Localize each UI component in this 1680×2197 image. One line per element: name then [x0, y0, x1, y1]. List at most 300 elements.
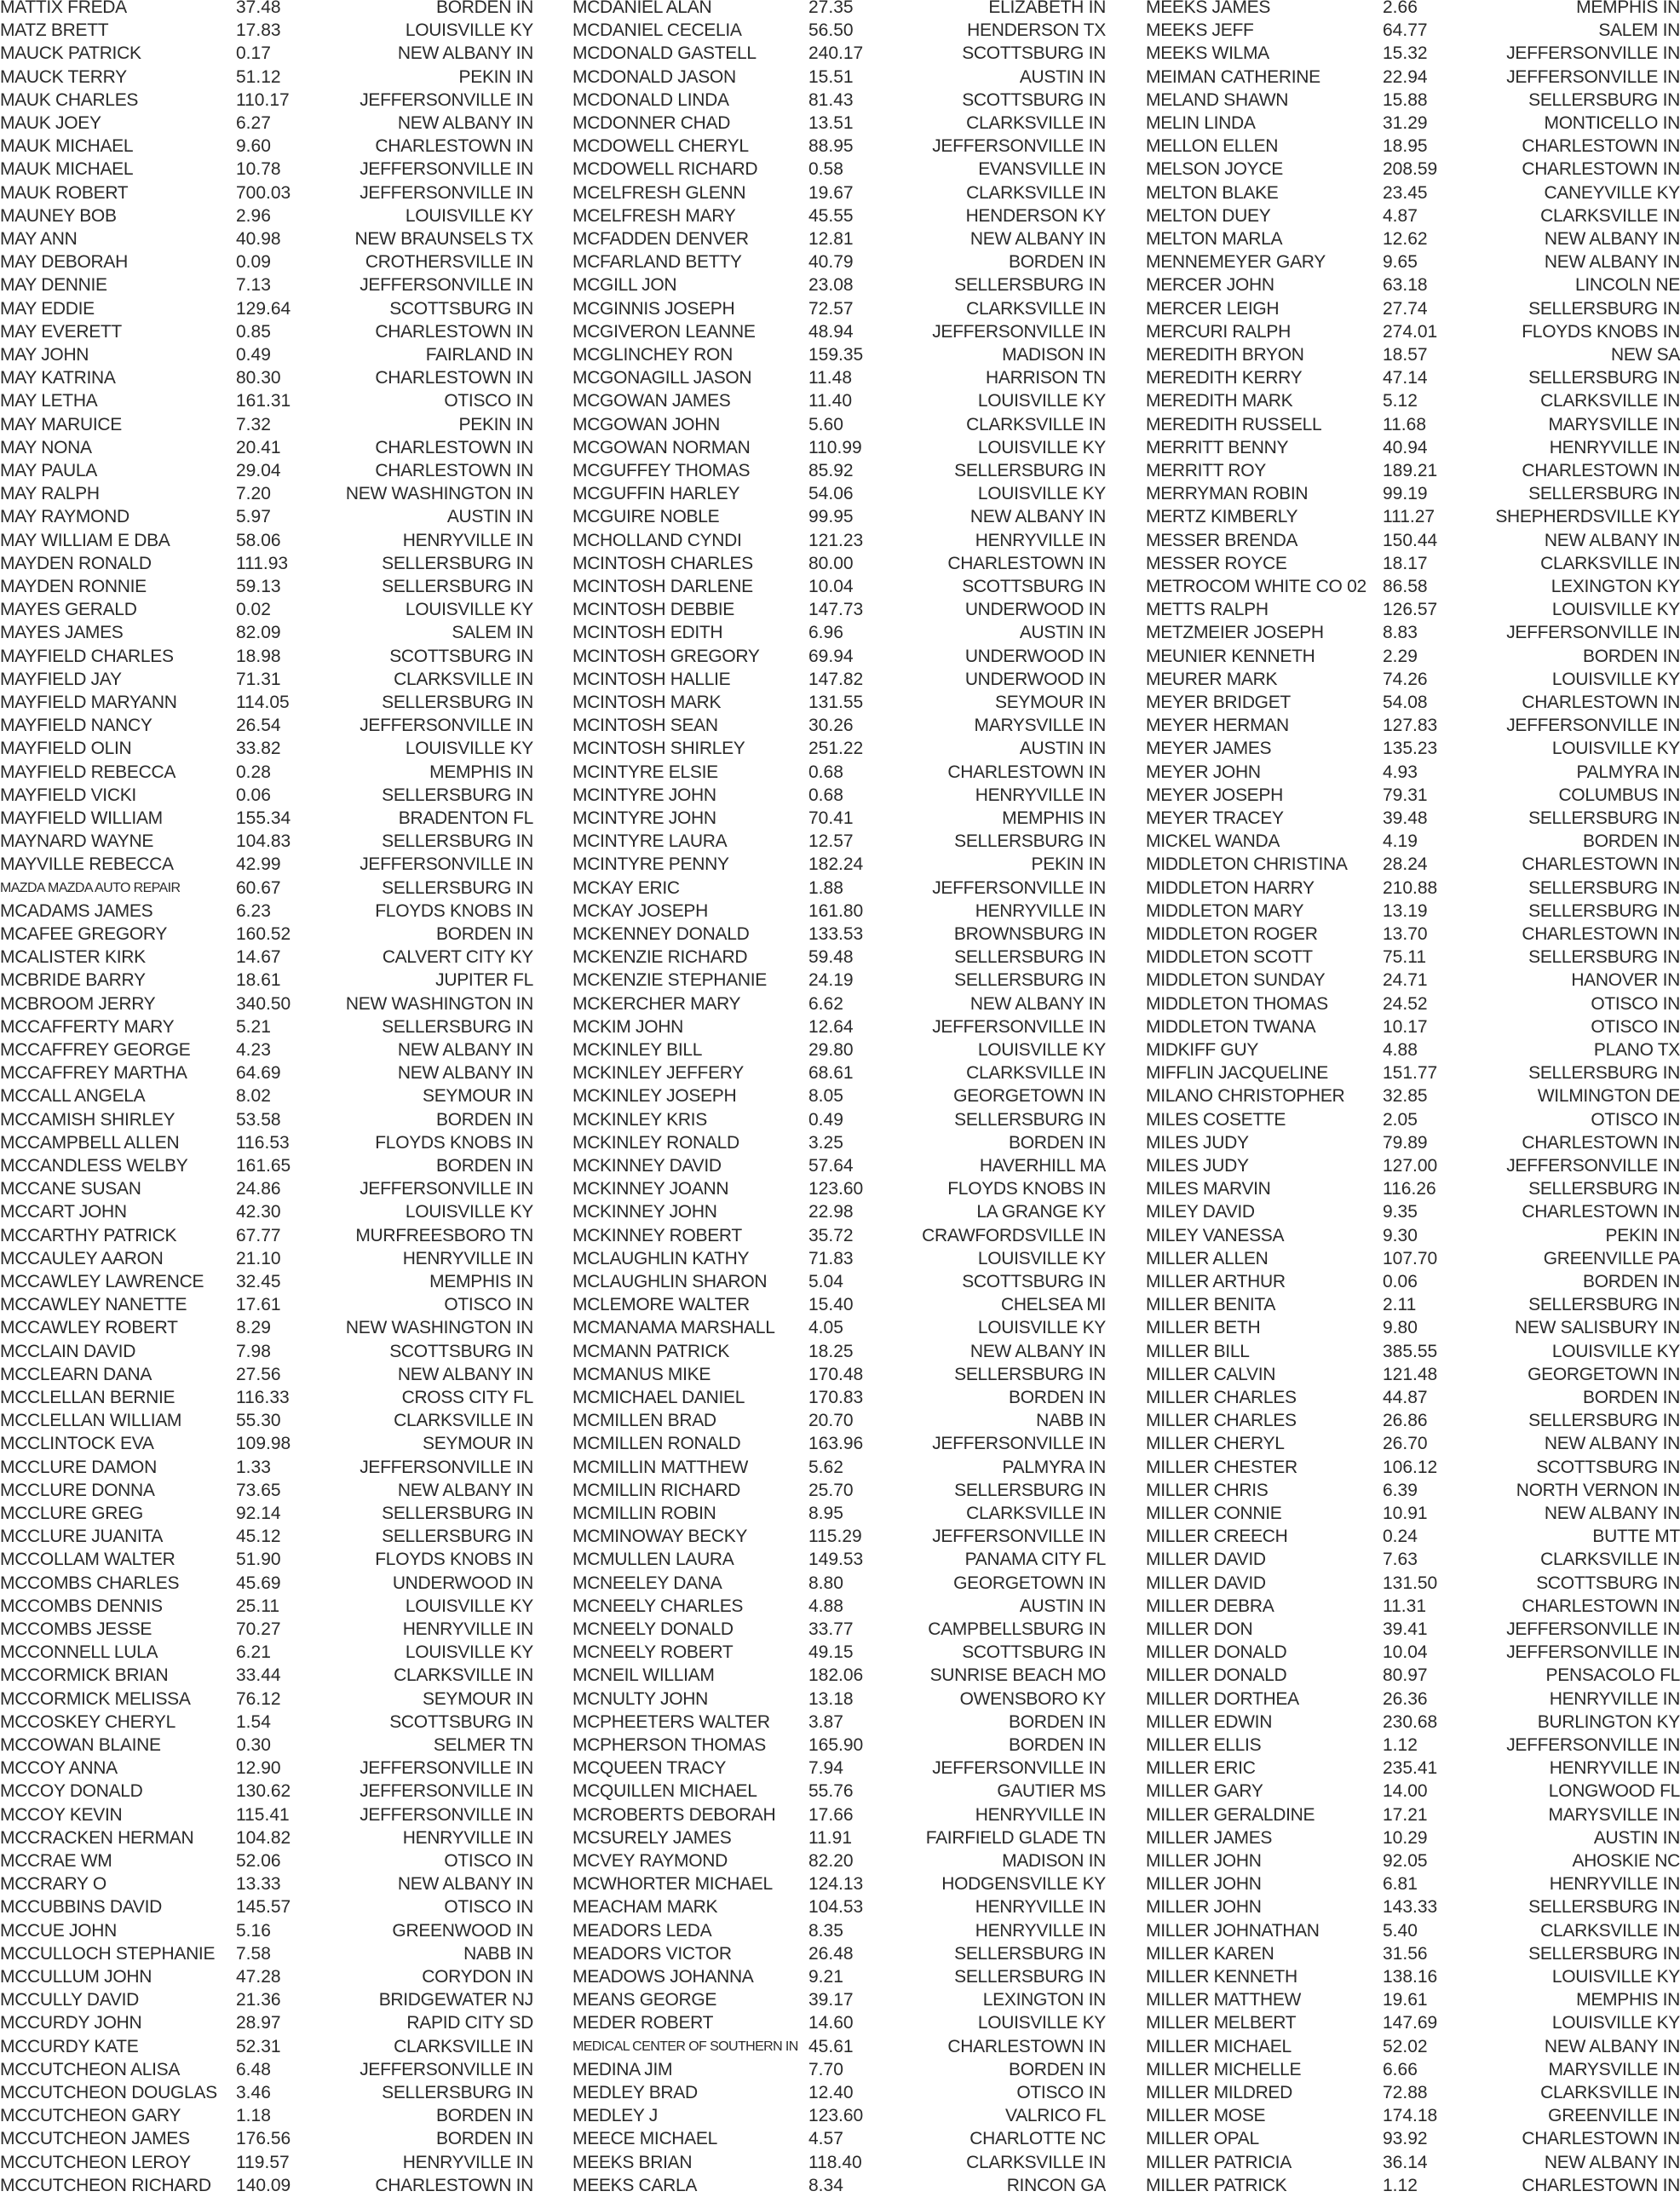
- list-item: [1146, 413, 1680, 436]
- city-cell: CLARKSVILLE IN: [1540, 1920, 1680, 1941]
- amount-cell: 22.98: [808, 1202, 854, 1222]
- list-item: [572, 2081, 1106, 2104]
- city-cell: MURFREESBORO TN: [355, 1225, 533, 1245]
- list-item: [1146, 1525, 1680, 1548]
- amount-cell: 67.77: [236, 1225, 281, 1245]
- name-cell: MCCRARY O: [0, 1874, 106, 1895]
- city-cell: CLARKSVILLE IN: [394, 669, 533, 689]
- list-item: [1146, 1131, 1680, 1154]
- amount-cell: 138.16: [1383, 1967, 1438, 1987]
- name-cell: MERRITT ROY: [1146, 461, 1266, 480]
- name-cell: MAYFIELD JAY: [0, 669, 122, 689]
- name-cell: MCCANDLESS WELBY: [0, 1156, 188, 1176]
- city-cell: NEW ALBANY IN: [1544, 1434, 1680, 1454]
- city-cell: JEFFERSONVILLE IN: [1506, 623, 1680, 643]
- list-item: [1146, 1780, 1680, 1803]
- city-cell: LOUISVILLE KY: [405, 205, 533, 226]
- name-cell: MCDONNER CHAD: [572, 113, 731, 133]
- list-item: [572, 853, 1106, 876]
- list-item: [572, 900, 1106, 923]
- city-cell: MARYSVILLE IN: [974, 716, 1106, 736]
- list-item: [572, 0, 1106, 19]
- amount-cell: 8.35: [808, 1920, 843, 1941]
- amount-cell: 42.99: [236, 854, 281, 875]
- name-cell: MCELFRESH GLENN: [572, 182, 746, 203]
- amount-cell: 150.44: [1383, 530, 1438, 550]
- city-cell: JEFFERSONVILLE IN: [932, 1434, 1106, 1454]
- amount-cell: 240.17: [808, 43, 864, 64]
- name-cell: MILLER DONALD: [1146, 1665, 1287, 1686]
- city-cell: MEMPHIS IN: [1576, 1990, 1680, 2010]
- list-item: [0, 273, 533, 296]
- amount-cell: 13.19: [1383, 900, 1428, 921]
- list-item: [0, 830, 533, 853]
- list-item: [0, 112, 533, 135]
- amount-cell: 10.91: [1383, 1504, 1428, 1523]
- name-cell: MCINTYRE JOHN: [572, 808, 716, 828]
- amount-cell: 121.48: [1383, 1364, 1438, 1384]
- list-item: [1146, 714, 1680, 737]
- name-cell: MERCURI RALPH: [1146, 321, 1291, 342]
- name-cell: MILLER DAVID: [1146, 1573, 1266, 1593]
- amount-cell: 73.65: [236, 1480, 281, 1500]
- list-item: [0, 761, 533, 784]
- name-cell: MILLER CREECH: [1146, 1527, 1288, 1547]
- amount-cell: 18.25: [808, 1341, 854, 1361]
- amount-cell: 340.50: [236, 993, 291, 1014]
- list-item: [1146, 181, 1680, 204]
- name-cell: MCMANN PATRICK: [572, 1341, 730, 1361]
- amount-cell: 60.67: [236, 877, 281, 898]
- city-cell: CHARLESTOWN IN: [1522, 2129, 1680, 2149]
- list-item: [1146, 1988, 1680, 2011]
- name-cell: MILLER CALVIN: [1146, 1364, 1276, 1384]
- list-item: [1146, 158, 1680, 181]
- city-cell: CHARLESTOWN IN: [947, 762, 1106, 782]
- name-cell: MEADORS LEDA: [572, 1920, 712, 1941]
- name-cell: MAYDEN RONNIE: [0, 577, 147, 596]
- list-item: [572, 19, 1106, 42]
- list-item: [0, 1988, 533, 2011]
- name-cell: MAUK JOEY: [0, 113, 101, 133]
- amount-cell: 53.58: [236, 1109, 281, 1130]
- city-cell: WILMINGTON DE: [1537, 1086, 1680, 1107]
- list-item: [0, 1340, 533, 1363]
- name-cell: MCINTYRE LAURA: [572, 831, 728, 852]
- name-cell: MEDLEY J: [572, 2106, 658, 2126]
- amount-cell: 111.27: [1383, 507, 1435, 527]
- list-item: [1146, 366, 1680, 389]
- city-cell: NORTH VERNON IN: [1516, 1480, 1680, 1500]
- list-item: [572, 877, 1106, 900]
- list-item: [572, 482, 1106, 505]
- amount-cell: 9.80: [1383, 1318, 1418, 1338]
- amount-cell: 11.40: [808, 391, 852, 411]
- name-cell: MCKINLEY RONALD: [572, 1132, 739, 1153]
- amount-cell: 5.62: [808, 1457, 843, 1477]
- name-cell: MCGINNIS JOSEPH: [572, 298, 735, 319]
- name-cell: MCLEMORE WALTER: [572, 1295, 750, 1315]
- amount-cell: 26.36: [1383, 1688, 1428, 1709]
- amount-cell: 174.18: [1383, 2106, 1438, 2126]
- amount-cell: 31.56: [1383, 1943, 1428, 1964]
- amount-cell: 130.62: [236, 1781, 291, 1802]
- list-item: [1146, 42, 1680, 65]
- city-cell: SCOTTSBURG IN: [389, 298, 533, 319]
- city-cell: AUSTIN IN: [1019, 66, 1106, 87]
- list-item: [572, 1247, 1106, 1270]
- city-cell: SELLERSBURG IN: [1528, 1063, 1680, 1084]
- city-cell: BORDEN IN: [1009, 1711, 1106, 1732]
- city-cell: NEW BRAUNSELS TX: [354, 229, 533, 249]
- city-cell: SCOTTSBURG IN: [962, 577, 1106, 596]
- city-cell: AUSTIN IN: [1593, 1827, 1680, 1848]
- list-item: [0, 1363, 533, 1386]
- city-cell: BROWNSBURG IN: [953, 924, 1106, 944]
- amount-cell: 55.30: [236, 1411, 281, 1431]
- amount-cell: 7.13: [236, 275, 271, 296]
- name-cell: MCKENZIE RICHARD: [572, 947, 748, 968]
- name-cell: MIDDLETON ROGER: [1146, 924, 1318, 944]
- amount-cell: 110.17: [236, 89, 290, 110]
- amount-cell: 59.48: [808, 947, 854, 968]
- list-item: [0, 621, 533, 644]
- city-cell: GAUTIER MS: [997, 1781, 1106, 1802]
- name-cell: MCCUTCHEON LEROY: [0, 2152, 191, 2172]
- amount-cell: 12.62: [1383, 229, 1428, 249]
- city-cell: CANEYVILLE KY: [1544, 182, 1680, 203]
- list-item: [1146, 552, 1680, 575]
- amount-cell: 22.94: [1383, 66, 1428, 87]
- name-cell: MIDKIFF GUY: [1146, 1040, 1259, 1060]
- list-item: [572, 1548, 1106, 1571]
- city-cell: CHARLESTOWN IN: [1522, 1132, 1680, 1153]
- city-cell: BORDEN IN: [1009, 1132, 1106, 1153]
- amount-cell: 21.36: [236, 1990, 281, 2010]
- amount-cell: 13.33: [236, 1874, 281, 1895]
- list-item: [0, 1108, 533, 1131]
- amount-cell: 133.53: [808, 924, 864, 944]
- list-item: [0, 436, 533, 459]
- amount-cell: 121.23: [808, 530, 864, 550]
- city-cell: SCOTTSBURG IN: [962, 43, 1106, 64]
- city-cell: FLOYDS KNOBS IN: [1522, 321, 1680, 342]
- amount-cell: 71.83: [808, 1248, 854, 1268]
- name-cell: MAY ANN: [0, 229, 78, 249]
- city-cell: SELLERSBURG IN: [382, 877, 533, 898]
- amount-cell: 99.95: [808, 507, 854, 527]
- city-cell: FAIRFIELD GLADE TN: [925, 1827, 1106, 1848]
- amount-cell: 13.70: [1383, 924, 1428, 944]
- list-item: [0, 459, 533, 482]
- amount-cell: 32.45: [236, 1272, 281, 1291]
- list-item: [0, 181, 533, 204]
- city-cell: OTISCO IN: [1016, 2083, 1106, 2102]
- amount-cell: 64.69: [236, 1063, 281, 1084]
- list-item: [572, 1803, 1106, 1826]
- list-item: [1146, 1479, 1680, 1502]
- list-item: [572, 1965, 1106, 1988]
- name-cell: MILLER JOHN: [1146, 1874, 1262, 1895]
- city-cell: AUSTIN IN: [1019, 1596, 1106, 1616]
- city-cell: CHARLESTOWN IN: [375, 461, 533, 480]
- city-cell: CRAWFORDSVILLE IN: [922, 1225, 1106, 1245]
- city-cell: CALVERT CITY KY: [382, 947, 533, 968]
- name-cell: MCCAFFREY MARTHA: [0, 1063, 187, 1084]
- name-cell: MCCRAE WM: [0, 1851, 112, 1871]
- list-item: [0, 1479, 533, 1502]
- amount-cell: 9.30: [1383, 1225, 1418, 1245]
- city-cell: SCOTTSBURG IN: [1536, 1457, 1680, 1477]
- city-cell: CLARKSVILLE IN: [1540, 2083, 1680, 2102]
- list-item: [572, 1108, 1106, 1131]
- list-item: [572, 1270, 1106, 1293]
- amount-cell: 5.40: [1383, 1920, 1418, 1941]
- amount-cell: 8.05: [808, 1086, 843, 1107]
- name-cell: MELTON DUEY: [1146, 205, 1271, 226]
- name-cell: MAUK ROBERT: [0, 182, 129, 203]
- amount-cell: 27.35: [808, 0, 854, 17]
- amount-cell: 63.18: [1383, 275, 1428, 296]
- amount-cell: 59.13: [236, 577, 281, 596]
- name-cell: MEDICAL CENTER OF SOUTHERN IN: [572, 2039, 798, 2054]
- list-item: [0, 691, 533, 714]
- name-cell: MILES JUDY: [1146, 1156, 1249, 1176]
- list-item: [572, 89, 1106, 112]
- amount-cell: 9.60: [236, 136, 271, 157]
- city-cell: LEXINGTON KY: [1551, 577, 1680, 596]
- city-cell: NEW ALBANY IN: [397, 1480, 533, 1500]
- city-cell: CHARLESTOWN IN: [1522, 2175, 1680, 2195]
- name-cell: MCMILLIN MATTHEW: [572, 1457, 748, 1477]
- list-item: [572, 1386, 1106, 1409]
- amount-cell: 79.89: [1383, 1132, 1428, 1153]
- city-cell: CLARKSVILLE IN: [394, 2036, 533, 2056]
- amount-cell: 135.23: [1383, 739, 1438, 759]
- name-cell: MCPHEETERS WALTER: [572, 1711, 770, 1732]
- list-item: [1146, 1386, 1680, 1409]
- name-cell: MAY EVERETT: [0, 321, 122, 342]
- name-cell: MCFARLAND BETTY: [572, 252, 742, 273]
- city-cell: BORDEN IN: [436, 0, 533, 17]
- list-item: [572, 1572, 1106, 1595]
- city-cell: OTISCO IN: [1591, 1016, 1680, 1037]
- name-cell: MAZDA MAZDA AUTO REPAIR: [0, 880, 181, 895]
- city-cell: CLARKSVILLE IN: [394, 1411, 533, 1431]
- city-cell: JEFFERSONVILLE IN: [360, 159, 533, 180]
- city-cell: CLARKSVILLE IN: [966, 113, 1106, 133]
- list-item: [572, 1363, 1106, 1386]
- list-item: [1146, 2035, 1680, 2058]
- city-cell: CHARLESTOWN IN: [947, 2036, 1106, 2056]
- city-cell: CHARLESTOWN IN: [375, 368, 533, 388]
- city-cell: JEFFERSONVILLE IN: [1506, 1619, 1680, 1639]
- city-cell: CLARKSVILLE IN: [966, 298, 1106, 319]
- list-item: [1146, 1340, 1680, 1363]
- name-cell: MCMILLIN RICHARD: [572, 1480, 741, 1500]
- name-cell: MCLAUGHLIN SHARON: [572, 1272, 768, 1291]
- city-cell: LOUISVILLE KY: [1551, 1967, 1680, 1987]
- city-cell: BURLINGTON KY: [1537, 1711, 1680, 1732]
- amount-cell: 15.32: [1383, 43, 1428, 64]
- list-item: [1146, 227, 1680, 250]
- name-cell: MCCLAIN DAVID: [0, 1341, 136, 1361]
- city-cell: ELIZABETH IN: [988, 0, 1106, 17]
- name-cell: MCNEELY ROBERT: [572, 1642, 734, 1663]
- city-cell: SELLERSBURG IN: [382, 831, 533, 852]
- city-cell: SELLERSBURG IN: [1528, 947, 1680, 968]
- list-item: [1146, 1247, 1680, 1270]
- name-cell: MCMANUS MIKE: [572, 1364, 711, 1384]
- amount-cell: 3.25: [808, 1132, 843, 1153]
- list-item: [572, 1919, 1106, 1942]
- city-cell: OTISCO IN: [444, 1897, 533, 1918]
- city-cell: SELLERSBURG IN: [382, 693, 533, 712]
- city-cell: JEFFERSONVILLE IN: [360, 1804, 533, 1825]
- name-cell: MCCURDY KATE: [0, 2036, 139, 2056]
- amount-cell: 116.53: [236, 1132, 290, 1153]
- list-item: [1146, 621, 1680, 644]
- name-cell: MCDONALD JASON: [572, 66, 736, 87]
- amount-cell: 3.46: [236, 2083, 271, 2102]
- list-item: [1146, 900, 1680, 923]
- name-cell: MCCAWLEY NANETTE: [0, 1295, 187, 1315]
- name-cell: MILLER KENNETH: [1146, 1967, 1297, 1987]
- name-cell: MCINTOSH GREGORY: [572, 646, 760, 666]
- amount-cell: 82.09: [236, 623, 281, 643]
- list-item: [1146, 1084, 1680, 1107]
- amount-cell: 27.74: [1383, 298, 1428, 319]
- list-item: [572, 2104, 1106, 2127]
- name-cell: MEEKS JEFF: [1146, 20, 1254, 41]
- amount-cell: 19.61: [1383, 1990, 1428, 2010]
- city-cell: LONGWOOD FL: [1548, 1781, 1680, 1802]
- city-cell: CHARLESTOWN IN: [1522, 461, 1680, 480]
- city-cell: FLOYDS KNOBS IN: [375, 900, 533, 921]
- amount-cell: 40.94: [1383, 437, 1428, 457]
- name-cell: MCCOMBS CHARLES: [0, 1573, 180, 1593]
- amount-cell: 70.41: [808, 808, 854, 828]
- list-item: [0, 1664, 533, 1687]
- list-item: [1146, 1224, 1680, 1247]
- list-column-3: [1146, 0, 1680, 2195]
- name-cell: MAY DEBORAH: [0, 252, 128, 273]
- amount-cell: 27.56: [236, 1364, 281, 1384]
- city-cell: EVANSVILLE IN: [978, 159, 1106, 180]
- city-cell: JEFFERSONVILLE IN: [1506, 1156, 1680, 1176]
- name-cell: MCCUTCHEON ALISA: [0, 2059, 181, 2079]
- name-cell: MEYER TRACEY: [1146, 808, 1284, 828]
- name-cell: MAUNEY BOB: [0, 205, 117, 226]
- name-cell: MILANO CHRISTOPHER: [1146, 1086, 1345, 1107]
- name-cell: MIFFLIN JACQUELINE: [1146, 1063, 1328, 1084]
- city-cell: NEW ALBANY IN: [969, 229, 1106, 249]
- amount-cell: 18.17: [1383, 553, 1428, 573]
- name-cell: MCGILL JON: [572, 275, 677, 296]
- amount-cell: 52.02: [1383, 2036, 1428, 2056]
- city-cell: MARYSVILLE IN: [1548, 2059, 1680, 2079]
- list-item: [572, 1293, 1106, 1316]
- name-cell: MILLER JOHN: [1146, 1851, 1262, 1871]
- amount-cell: 1.54: [236, 1711, 271, 1732]
- city-cell: CLARKSVILLE IN: [966, 414, 1106, 434]
- list-item: [0, 1316, 533, 1339]
- amount-cell: 116.33: [236, 1388, 290, 1407]
- list-item: [1146, 1965, 1680, 1988]
- list-item: [572, 366, 1106, 389]
- name-cell: MELIN LINDA: [1146, 113, 1256, 133]
- list-item: [572, 112, 1106, 135]
- name-cell: MILLER MILDRED: [1146, 2083, 1293, 2102]
- list-item: [1146, 1548, 1680, 1571]
- amount-cell: 52.06: [236, 1851, 281, 1871]
- city-cell: CHELSEA MI: [1000, 1295, 1106, 1315]
- amount-cell: 39.41: [1383, 1619, 1428, 1639]
- amount-cell: 161.65: [236, 1156, 291, 1176]
- list-item: [572, 459, 1106, 482]
- city-cell: SELLERSBURG IN: [1528, 1179, 1680, 1199]
- list-item: [1146, 204, 1680, 227]
- amount-cell: 251.22: [808, 739, 864, 759]
- name-cell: MCCUE JOHN: [0, 1920, 117, 1941]
- city-cell: CORYDON IN: [422, 1967, 533, 1987]
- list-item: [1146, 1409, 1680, 1432]
- name-cell: MCROBERTS DEBORAH: [572, 1804, 776, 1825]
- amount-cell: 24.19: [808, 970, 854, 991]
- list-item: [572, 297, 1106, 320]
- name-cell: MEANS GEORGE: [572, 1990, 717, 2010]
- name-cell: MILES JUDY: [1146, 1132, 1249, 1153]
- name-cell: MCCOY KEVIN: [0, 1804, 123, 1825]
- city-cell: LOUISVILLE KY: [1551, 2013, 1680, 2033]
- list-item: [0, 1618, 533, 1641]
- city-cell: SELLERSBURG IN: [382, 1016, 533, 1037]
- amount-cell: 4.88: [1383, 1040, 1418, 1060]
- city-cell: SELMER TN: [433, 1735, 533, 1755]
- city-cell: JEFFERSONVILLE IN: [360, 716, 533, 736]
- list-item: [572, 1641, 1106, 1664]
- city-cell: HENRYVILLE IN: [402, 530, 533, 550]
- city-cell: BORDEN IN: [436, 2106, 533, 2126]
- city-cell: JEFFERSONVILLE IN: [932, 1758, 1106, 1779]
- name-cell: METROCOM WHITE CO 02: [1146, 577, 1366, 596]
- name-cell: MCNEIL WILLIAM: [572, 1665, 715, 1686]
- name-cell: MCGLINCHEY RON: [572, 345, 733, 365]
- name-cell: MAY DENNIE: [0, 275, 107, 296]
- amount-cell: 82.20: [808, 1851, 854, 1871]
- name-cell: MCINTOSH CHARLES: [572, 553, 753, 573]
- city-cell: UNDERWOOD IN: [964, 646, 1106, 666]
- list-item: [0, 807, 533, 830]
- list-item: [0, 42, 533, 65]
- amount-cell: 4.57: [808, 2129, 843, 2149]
- city-cell: OTISCO IN: [444, 1851, 533, 1871]
- list-item: [572, 2058, 1106, 2081]
- city-cell: LOUISVILLE KY: [1551, 739, 1680, 759]
- list-item: [572, 1340, 1106, 1363]
- list-item: [572, 181, 1106, 204]
- list-item: [1146, 1572, 1680, 1595]
- city-cell: SELLERSBURG IN: [954, 1109, 1106, 1130]
- amount-cell: 30.26: [808, 716, 854, 736]
- name-cell: MCCLURE DAMON: [0, 1457, 157, 1477]
- amount-cell: 7.32: [236, 414, 271, 434]
- amount-cell: 5.04: [808, 1272, 843, 1291]
- list-item: [572, 66, 1106, 89]
- name-cell: MILLER MICHELLE: [1146, 2059, 1302, 2079]
- name-cell: METTS RALPH: [1146, 600, 1269, 620]
- name-cell: MCQUEEN TRACY: [572, 1758, 727, 1779]
